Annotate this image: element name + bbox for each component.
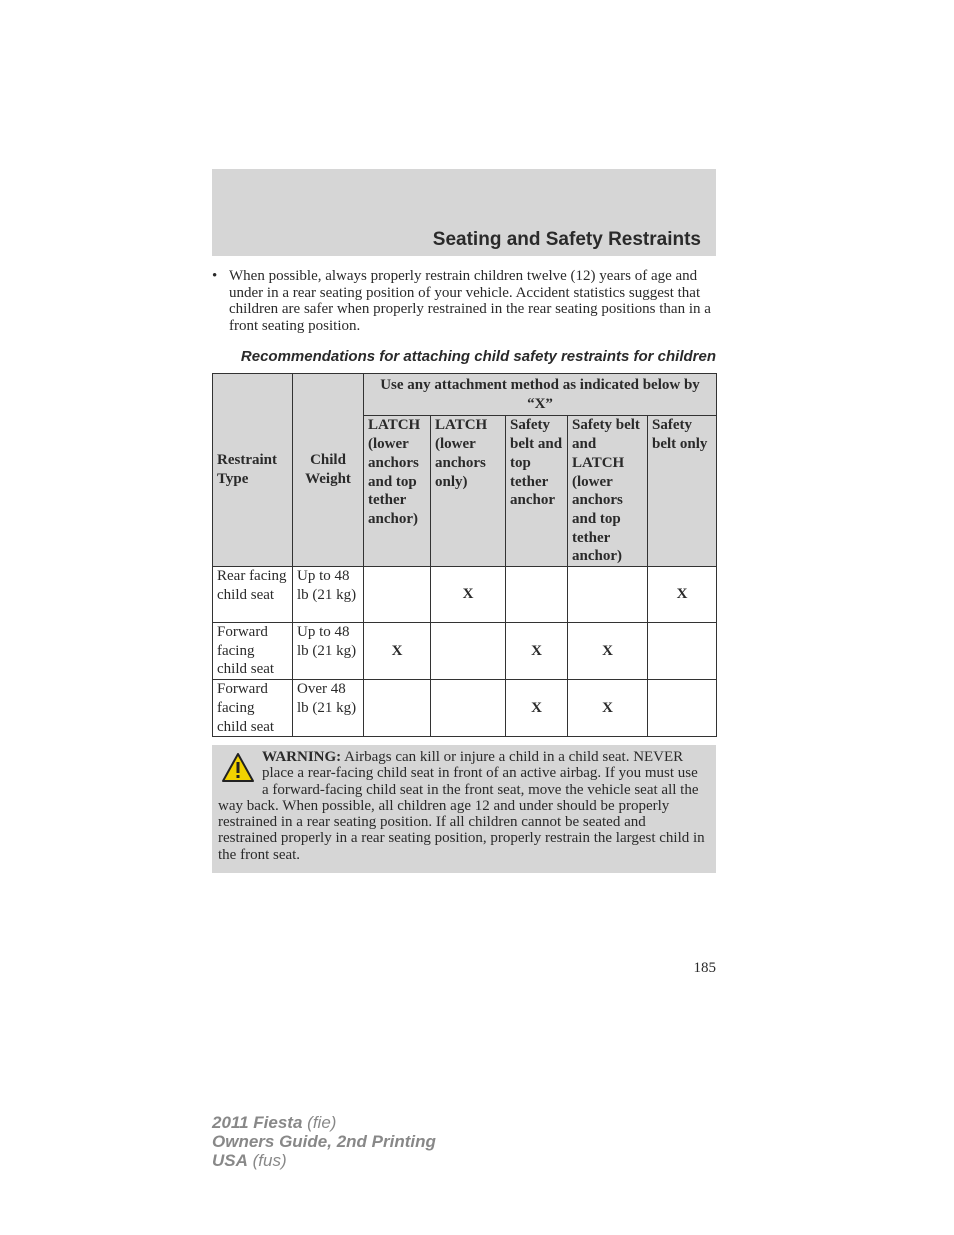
row-mark: X — [364, 623, 431, 680]
row-child-weight: Up to 48 lb (21 kg) — [293, 567, 364, 623]
row-mark — [506, 567, 568, 623]
header-attachment-method: Use any attachment method as indicated below by “X” — [364, 374, 717, 416]
section-header-band — [212, 169, 716, 256]
warning-box — [212, 745, 716, 873]
footer-model-code: (fie) — [307, 1113, 337, 1132]
row-mark — [431, 680, 506, 737]
bullet-paragraph — [212, 268, 712, 334]
document-footer — [212, 1113, 436, 1170]
footer-line-market — [212, 1151, 436, 1170]
section-title: Seating and Safety Restraints — [432, 229, 701, 250]
table-row — [213, 567, 717, 623]
header-method-belt-and-latch: Safety belt and LATCH (lower anchors and top tether anchor) — [568, 416, 648, 567]
row-mark: X — [506, 623, 568, 680]
header-restraint-type: Restraint Type — [213, 374, 293, 567]
row-mark — [364, 680, 431, 737]
row-mark — [568, 567, 648, 623]
row-mark: X — [648, 567, 717, 623]
header-child-weight: Child Weight — [293, 374, 364, 567]
row-restraint-type: Forward facing child seat — [213, 623, 293, 680]
footer-line-model — [212, 1113, 436, 1132]
row-restraint-type: Forward facing child seat — [213, 680, 293, 737]
table-subheading: Recommendations for attaching child safety restraints for children — [240, 348, 716, 365]
header-method-belt-top-tether: Safety belt and top tether anchor — [506, 416, 568, 567]
child-restraint-table — [212, 373, 717, 737]
row-child-weight: Up to 48 lb (21 kg) — [293, 623, 364, 680]
table-header-row-1 — [213, 374, 717, 416]
row-mark — [648, 623, 717, 680]
row-mark — [364, 567, 431, 623]
warning-text: Airbags can kill or injure a child in a child seat. NEVER place a rear-facing child seat in front of an active airbag. If you must use a forward-facing child seat in the front seat, move the vehicle seat all the way back. When possible, all children age 12 and under should be properly restrained in a rear seating position. If all children cannot be seated and restrained properly in a rear seating position, properly restrain the largest child in the front seat. — [218, 749, 705, 863]
table-row — [213, 680, 717, 737]
row-mark — [648, 680, 717, 737]
bullet-text: When possible, always properly restrain children twelve (12) years of age and under in a rear seating position of your vehicle. Accident statistics suggest that children are safer when properly restrained in the rear seating positions than in a front seating position. — [229, 268, 711, 334]
footer-guide-printing: Owners Guide, 2nd Printing — [212, 1132, 436, 1151]
row-mark — [431, 623, 506, 680]
footer-market-code: (fus) — [252, 1151, 287, 1170]
row-mark: X — [506, 680, 568, 737]
warning-triangle-icon — [221, 752, 255, 784]
row-mark: X — [568, 680, 648, 737]
row-mark: X — [431, 567, 506, 623]
header-method-latch-only: LATCH (lower anchors only) — [431, 416, 506, 567]
warning-label: WARNING: — [262, 749, 342, 765]
bullet-dot-icon: • — [212, 268, 218, 284]
row-restraint-type: Rear facing child seat — [213, 567, 293, 623]
page-number: 185 — [693, 960, 716, 976]
row-mark: X — [568, 623, 648, 680]
header-method-latch-top-tether: LATCH (lower anchors and top tether anchor) — [364, 416, 431, 567]
header-method-belt-only: Safety belt only — [648, 416, 717, 567]
footer-market: USA — [212, 1151, 248, 1170]
table-row — [213, 623, 717, 680]
footer-model: 2011 Fiesta — [212, 1113, 303, 1132]
row-child-weight: Over 48 lb (21 kg) — [293, 680, 364, 737]
